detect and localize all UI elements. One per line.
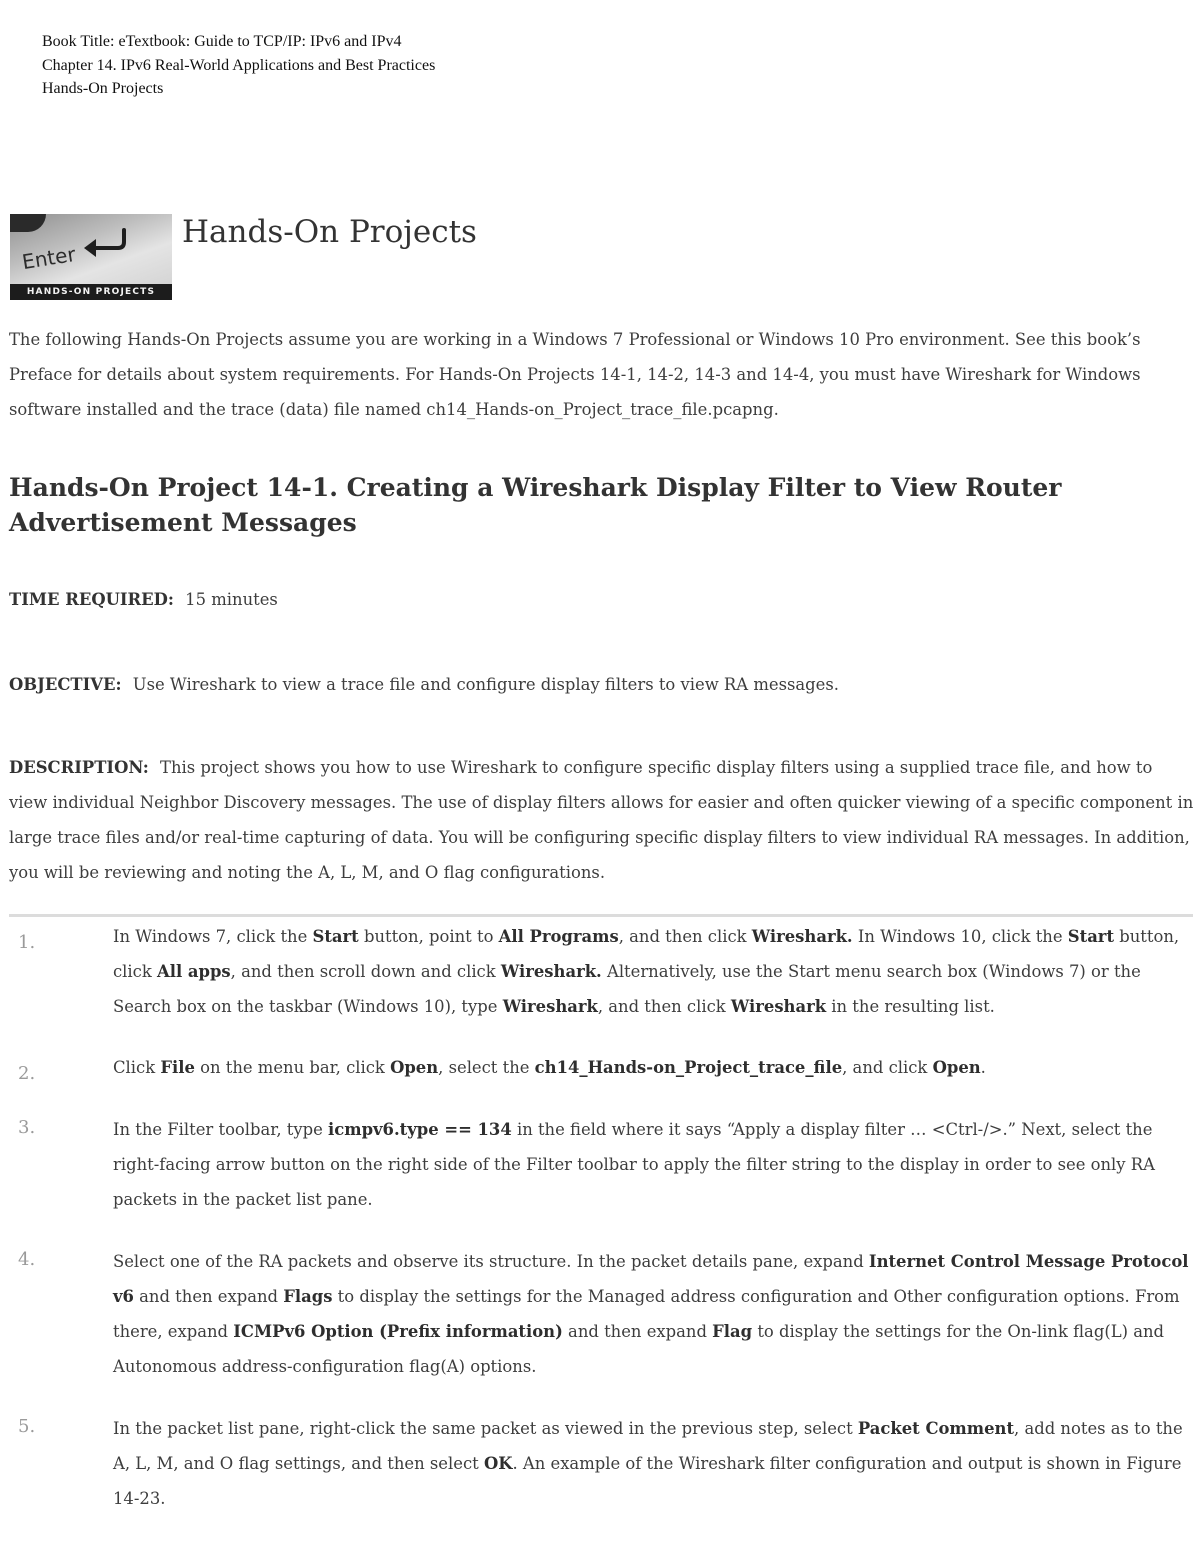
step-text: In Windows 7, click the Start button, point to All Programs, and then click Wireshark. In Windows 10, click the Start button, click All apps, and then scroll down and click Wireshark. Alternatively, use the Start menu search box (Windows 7) or the Search box on the taskbar (Windows 10), type Wireshark, and then click Wireshark in the resulting list. [113,927,1180,1016]
step-number: 1. [18,932,36,953]
project-title: Hands-On Project 14-1. Creating a Wireshark Display Filter to View Router Advertisement Messages [9,473,1062,537]
objective-label: OBJECTIVE: [9,675,122,694]
ui-term: Wireshark. [500,962,602,981]
step-item [9,1112,1194,1217]
ui-term: ch14_Hands-on_Project_trace_file [534,1058,843,1077]
time-required-value: 15 minutes [185,590,278,609]
ui-term: All Programs [498,927,619,946]
hands-on-projects-image [10,214,172,300]
step-item [9,919,1194,1024]
ui-term: Open [932,1058,981,1077]
time-required-label: TIME REQUIRED: [9,590,174,609]
chapter-title: Chapter 14. IPv6 Real-World Applications and Best Practices [42,56,436,74]
description [9,750,1194,890]
section-breadcrumb: Hands-On Projects [42,80,164,97]
ui-term: Flags [283,1287,333,1306]
step-item [9,1050,1194,1085]
section-title: Hands-On Projects [182,214,477,250]
objective-value: Use Wireshark to view a trace file and configure display filters to view RA messages. [132,675,839,694]
description-value: This project shows you how to use Wireshark to configure specific display filters using a supplied trace file, and how to view individual Neighbor Discovery messages. The use of display filters allows for easier and often quicker viewing of a specific component in large trace files and/or real-time capturing of data. You will be configuring specific display filters to view individual RA messages. In addition, you will be reviewing and noting the A, L, M, and O flag configurations. [9,758,1194,882]
time-required [9,582,1194,617]
book-header [42,30,435,101]
description-label: DESCRIPTION: [9,758,149,777]
ui-term: Wireshark. [751,927,853,946]
enter-arrow-icon [80,226,132,260]
step-text: In the Filter toolbar, type icmpv6.type == 134 in the field where it says “Apply a display filter … <Ctrl-/>.” Next, select the right-facing arrow button on the right side of the Filter toolbar to apply the filter string to the display in order to see only RA packets in the packet list pane. [113,1120,1155,1209]
ui-term: Wireshark [730,997,827,1016]
ui-term: Packet Comment [857,1419,1015,1438]
ui-term: Internet Control Message Protocol v6 [113,1252,1189,1306]
ui-term: OK [483,1454,513,1473]
ui-term: icmpv6.type == 134 [328,1120,512,1139]
step-number: 4. [18,1249,36,1270]
intro-paragraph: The following Hands-On Projects assume you are working in a Windows 7 Professional or Windows 10 Pro environment. See this book’s Preface for details about system requirements. For Hands-On Projects 14-1, 14-2, 14-3 and 14-4, you must have Wireshark for Windows software installed and the trace (data) file named ch14_Hands-on_Project_trace_file.pcapng. [9,330,1141,419]
step-text: Click File on the menu bar, click Open, select the ch14_Hands-on_Project_trace_file, and click Open. [113,1058,986,1077]
divider [9,914,1193,917]
objective [9,667,1194,702]
steps-list [9,919,1194,1516]
step-item [9,1411,1194,1516]
ui-term: Start [312,927,359,946]
step-number: 5. [18,1416,36,1437]
section-banner [10,214,950,302]
step-item [9,1244,1194,1384]
step-text: In the packet list pane, right-click the same packet as viewed in the previous step, select Packet Comment, add notes as to the A, L, M, and O flag settings, and then select OK. An example of the Wireshark filter configuration and output is shown in Figure 14-23. [113,1419,1183,1508]
banner-caption: HANDS-ON PROJECTS [10,284,172,300]
ui-term: ICMPv6 Option (Prefix information) [233,1322,563,1341]
step-number: 3. [18,1117,36,1138]
step-text: Select one of the RA packets and observe its structure. In the packet details pane, expand Internet Control Message Protocol v6 and then expand Flags to display the settings for the Managed address configuration and Other configuration options. From there, expand ICMPv6 Option (Prefix information) and then expand Flag to display the settings for the On-link flag(L) and Autonomous address-configuration flag(A) options. [113,1252,1189,1376]
ui-term: Open [390,1058,439,1077]
ui-term: Flag [712,1322,753,1341]
ui-term: File [160,1058,195,1077]
step-number: 2. [18,1063,36,1084]
enter-key-label: Enter [20,241,78,275]
ui-term: Start [1067,927,1115,946]
book-title: Book Title: eTextbook: Guide to TCP/IP: IPv6 and IPv4 [42,33,402,50]
ui-term: All apps [157,962,231,981]
ui-term: Wireshark [502,997,598,1016]
keyboard-edge [10,214,46,232]
